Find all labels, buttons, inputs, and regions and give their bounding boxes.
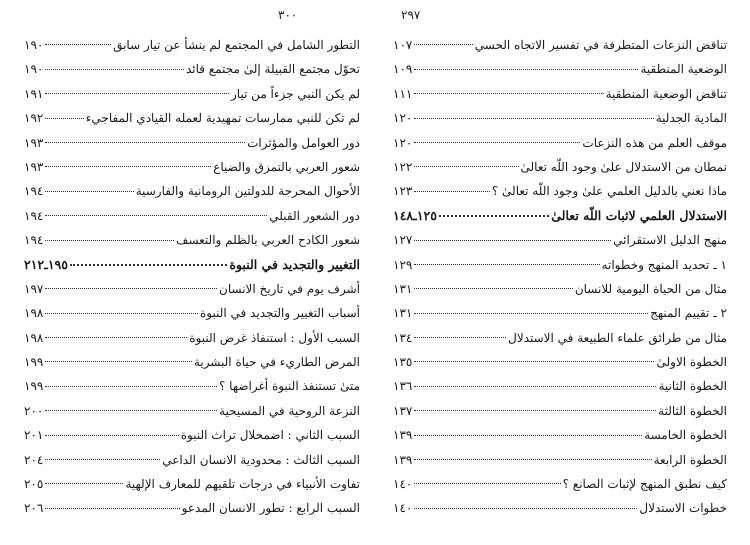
dot-leader <box>414 374 656 386</box>
toc-entry <box>24 399 360 423</box>
entry-title: لم تكن للنبي ممارسات تمهيدية لعمله القيادي المفاجيء <box>85 111 360 126</box>
entry-title: أسباب التغيير والتجديد في النبوة <box>199 306 360 321</box>
entry-title: المرض الطاريء في حياة البشرية <box>193 355 360 370</box>
toc-entry <box>24 155 360 179</box>
toc-section-heading <box>24 253 360 277</box>
toc-entry <box>24 57 360 81</box>
table-of-contents <box>24 33 360 521</box>
toc-entry <box>24 374 360 398</box>
entry-title: الوضعية المنطقية <box>640 62 727 77</box>
entry-title: شعور العربي بالتمزق والضياع <box>213 159 360 174</box>
entry-title: الخطوة الثالثة <box>658 403 727 418</box>
table-of-contents <box>393 33 727 521</box>
entry-title: خطوات الاستدلال <box>639 501 727 516</box>
dot-leader <box>45 326 187 338</box>
entry-page-number: ١٠٩ <box>393 62 413 77</box>
dot-leader <box>45 277 217 289</box>
entry-page-number: ١٢٧ <box>393 233 413 248</box>
dot-leader <box>45 106 83 118</box>
entry-page-number: ١٩٧ <box>24 281 44 296</box>
dot-leader <box>45 204 267 216</box>
entry-page-number: ١٢٠ <box>393 135 413 150</box>
toc-entry <box>393 277 727 301</box>
dot-leader <box>414 131 580 143</box>
entry-title: مثال من طرائق علماء الطبيعة في الاستدلال <box>508 330 727 345</box>
entry-page-number: ١٢٣ <box>393 184 413 199</box>
entry-title: الأحوال المحرجة للدولتين الرومانية والفارسية <box>135 184 360 199</box>
toc-entry <box>24 326 360 350</box>
dot-leader <box>414 277 572 289</box>
entry-title: شعور الكادح العربي بالظلم والتعسف <box>176 233 360 248</box>
toc-entry <box>24 106 360 130</box>
entry-title: كيف نطبق المنهج لإثبات الصانع ؟ <box>562 477 727 492</box>
dot-leader <box>414 179 490 191</box>
toc-entry <box>393 33 727 57</box>
dot-leader <box>45 350 192 362</box>
entry-title: تحوّل مجتمع القبيلة إلىٰ مجتمع قائد <box>185 62 360 77</box>
page-number: ٢٩٧ <box>401 8 421 22</box>
toc-entry <box>393 326 727 350</box>
entry-title: الخطوة الاولىٰ <box>656 355 727 370</box>
entry-page-number: ١٣١ <box>393 306 413 321</box>
toc-entry <box>393 472 727 496</box>
toc-entry <box>24 179 360 203</box>
entry-title: دور العوامل والمؤثرات <box>247 135 360 150</box>
entry-page-number: ١٩٤ <box>24 233 44 248</box>
entry-title: ٢ ـ تقييم المنهج <box>650 306 727 321</box>
entry-page-number: ١٢٢ <box>393 159 413 174</box>
dot-leader <box>45 301 198 313</box>
entry-page-number: ١٩٩ <box>24 379 44 394</box>
toc-entry <box>24 472 360 496</box>
entry-page-number: ١٣٧ <box>393 403 413 418</box>
toc-entry <box>393 423 727 447</box>
toc-entry <box>24 228 360 252</box>
page-number: ٣٠٠ <box>278 8 298 22</box>
dot-leader <box>414 350 654 362</box>
dot-leader <box>414 82 603 94</box>
dot-leader <box>45 131 245 143</box>
toc-entry <box>24 448 360 472</box>
dot-leader <box>45 423 178 435</box>
dot-leader <box>414 448 651 460</box>
entry-title: النزعة الروحية في المسيحية <box>219 403 360 418</box>
entry-page-number: ١٩٥ـ٢١٢ <box>24 256 68 272</box>
entry-title: الخطوة الخامسة <box>644 428 727 443</box>
toc-entry <box>24 350 360 374</box>
entry-page-number: ١٩٨ <box>24 306 44 321</box>
dot-leader <box>414 496 637 508</box>
dot-leader <box>414 423 642 435</box>
dot-leader <box>45 448 160 460</box>
entry-page-number: ١٣٩ <box>393 452 413 467</box>
entry-title: موقف العلم من هذه النزعات <box>582 135 727 150</box>
entry-title: السبب الرابع : تطور الانسان المدعو <box>181 501 360 516</box>
entry-title: منهج الدليل الاستقرائي <box>613 233 727 248</box>
dot-leader <box>414 33 472 45</box>
toc-entry <box>24 131 360 155</box>
toc-entry <box>24 277 360 301</box>
entry-page-number: ١٣٩ <box>393 428 413 443</box>
entry-page-number: ١٩٢ <box>24 111 44 126</box>
entry-page-number: ٢٠١ <box>24 428 44 443</box>
entry-page-number: ١٩٩ <box>24 355 44 370</box>
entry-page-number: ١٤٠ <box>393 501 413 516</box>
dot-leader <box>45 33 111 45</box>
entry-title: لم يكن النبي جزءاً من تيار <box>230 86 360 101</box>
dot-leader <box>414 399 656 411</box>
entry-title: ١ ـ تحديد المنهج وخطواته <box>601 257 727 272</box>
dot-leader <box>414 326 506 338</box>
toc-entry <box>24 301 360 325</box>
entry-page-number: ١٣١ <box>393 281 413 296</box>
dot-leader <box>45 399 217 411</box>
toc-entry <box>24 204 360 228</box>
entry-title: مثال من الحياة اليومية للانسان <box>574 281 727 296</box>
entry-page-number: ٢٠٥ <box>24 477 44 492</box>
right-page <box>375 0 750 545</box>
toc-entry <box>393 448 727 472</box>
entry-page-number: ١٩٣ <box>24 159 44 174</box>
toc-entry <box>24 33 360 57</box>
entry-page-number: ١٢٥ـ١٤٨ <box>393 207 437 223</box>
toc-entry <box>24 496 360 520</box>
entry-title: الاستدلال العلمي لاثبات اللّه تعالىٰ <box>551 207 727 223</box>
toc-entry <box>393 106 727 130</box>
dot-leader <box>414 228 611 240</box>
dot-leader <box>414 301 648 313</box>
toc-entry <box>393 253 727 277</box>
entry-page-number: ١٣٤ <box>393 330 413 345</box>
dot-leader <box>45 82 229 94</box>
entry-title: نمطان من الاستدلال علىٰ وجود اللّه تعالىٰ <box>520 159 727 174</box>
entry-page-number: ١٩٠ <box>24 62 44 77</box>
entry-page-number: ٢٠٤ <box>24 452 44 467</box>
entry-page-number: ١٩١ <box>24 86 44 101</box>
toc-entry <box>393 399 727 423</box>
toc-entry <box>24 423 360 447</box>
entry-title: الخطوة الثانية <box>658 379 727 394</box>
dot-leader <box>45 155 211 167</box>
entry-title: متىٰ تستنفذ النبوة أغراضها ؟ <box>219 379 360 394</box>
entry-page-number: ١٣٦ <box>393 379 413 394</box>
toc-entry <box>393 131 727 155</box>
toc-entry <box>24 82 360 106</box>
entry-title: التغيير والتجديد في النبوة <box>229 256 360 272</box>
entry-page-number: ٢٠٠ <box>24 403 44 418</box>
dot-leader <box>45 472 123 484</box>
toc-entry <box>393 82 727 106</box>
entry-page-number: ١٩٠ <box>24 38 44 52</box>
toc-entry <box>393 301 727 325</box>
entry-page-number: ١٢٠ <box>393 111 413 126</box>
dot-leader <box>439 204 549 217</box>
entry-title: السبب الأول : استنفاذ غرض النبوة <box>189 330 360 345</box>
dot-leader <box>70 253 227 266</box>
entry-title: ماذا نعني بالدليل العلمي علىٰ وجود اللّه تعالىٰ ؟ <box>491 184 727 199</box>
toc-entry <box>393 350 727 374</box>
entry-title: تناقض النزعات المتطرفة في تفسير الاتجاه الحسي <box>474 38 727 52</box>
dot-leader <box>414 472 560 484</box>
toc-entry <box>393 57 727 81</box>
entry-title: دور الشعور القبلي <box>269 208 360 223</box>
dot-leader <box>45 228 174 240</box>
entry-title: المادية الجدلية <box>655 111 727 126</box>
dot-leader <box>45 374 217 386</box>
dot-leader <box>45 179 133 191</box>
entry-title: تناقض الوضعية المنطقية <box>605 86 727 101</box>
toc-entry <box>393 228 727 252</box>
toc-entry <box>393 155 727 179</box>
entry-title: الخطوة الرابعة <box>653 452 727 467</box>
entry-page-number: ١١١ <box>393 86 413 101</box>
entry-page-number: ١٩٤ <box>24 208 44 223</box>
toc-entry <box>393 179 727 203</box>
toc-entry <box>393 374 727 398</box>
toc-entry <box>393 496 727 520</box>
entry-title: السبب الثالث : محدودية الانسان الداعي <box>162 452 360 467</box>
dot-leader <box>45 496 179 508</box>
entry-title: التطور الشامل في المجتمع لم ينشأ عن تيار سابق <box>113 38 360 52</box>
entry-page-number: ١٤٠ <box>393 477 413 492</box>
dot-leader <box>45 57 184 69</box>
entry-page-number: ١٣٥ <box>393 355 413 370</box>
entry-title: تفاوت الأنبياء في درجات تلقيهم للمعارف الإلهية <box>125 477 360 492</box>
entry-page-number: ١٩٨ <box>24 330 44 345</box>
entry-page-number: ١٠٧ <box>393 38 413 52</box>
entry-page-number: ٢٠٦ <box>24 501 44 516</box>
entry-page-number: ١٩٣ <box>24 135 44 150</box>
entry-page-number: ١٢٩ <box>393 257 413 272</box>
dot-leader <box>414 57 638 69</box>
dot-leader <box>414 106 653 118</box>
dot-leader <box>414 253 599 265</box>
dot-leader <box>414 155 518 167</box>
toc-section-heading <box>393 204 727 228</box>
entry-page-number: ١٩٤ <box>24 184 44 199</box>
entry-title: السبب الثاني : اضمحلال تراث النبوة <box>180 428 360 443</box>
entry-title: أشرف يوم في تاريخ الانسان <box>219 281 360 296</box>
